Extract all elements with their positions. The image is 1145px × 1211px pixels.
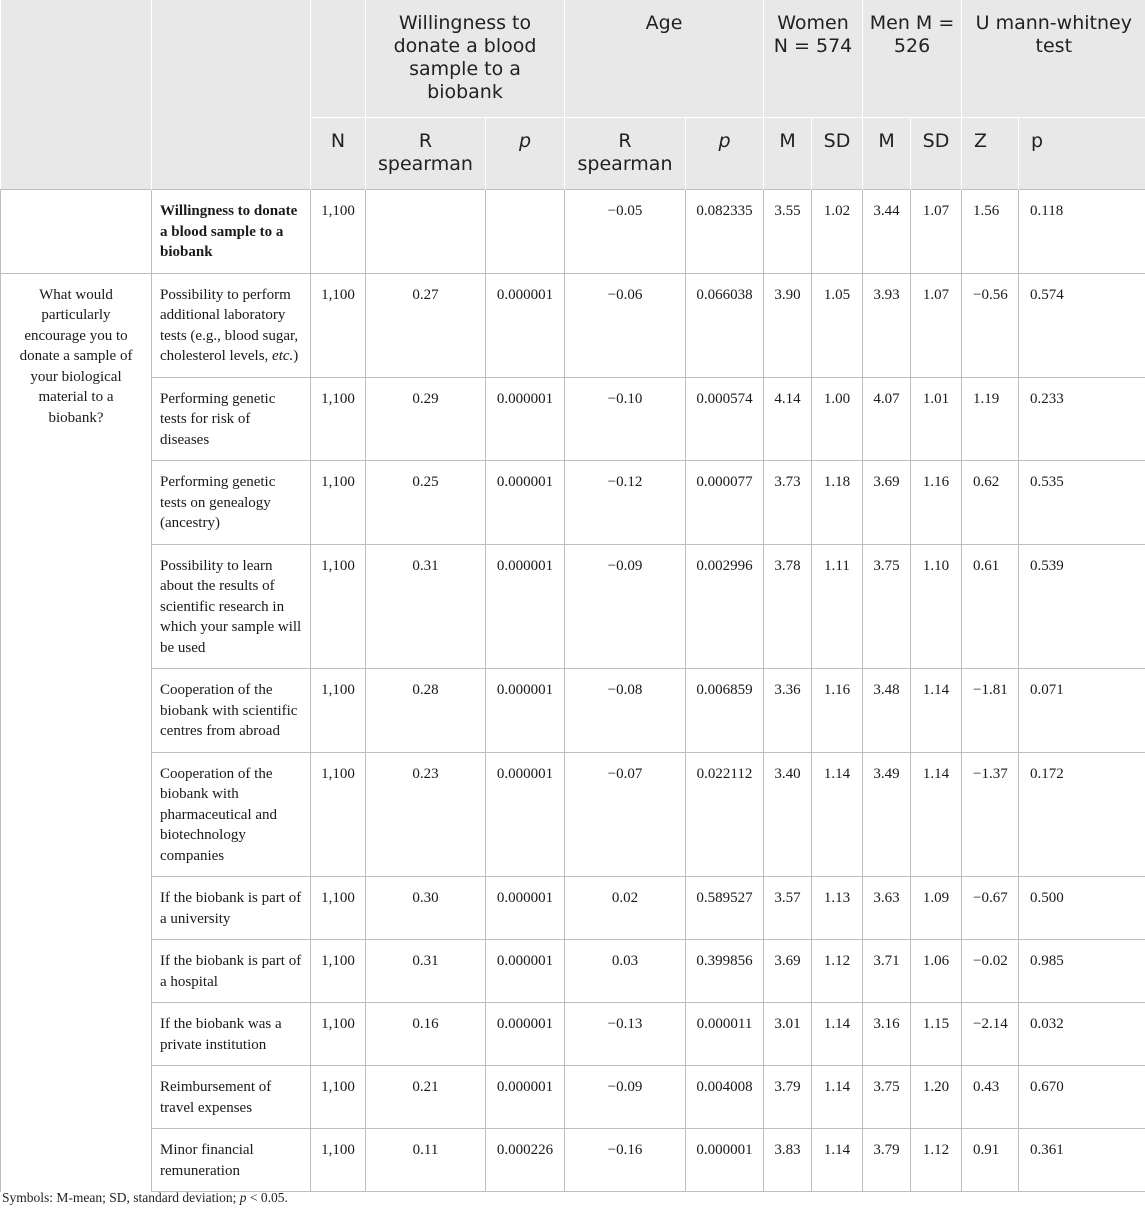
cell-sd-men: 1.15 — [911, 1003, 962, 1066]
cell-sd-women: 1.02 — [812, 190, 863, 274]
cell-p-willingness: 0.000001 — [486, 752, 565, 877]
cell-label-text: If the biobank was a private institution — [160, 1016, 282, 1053]
cell-z: −1.81 — [962, 669, 1019, 753]
cell-m-men: 3.75 — [863, 544, 911, 669]
header-blank-question — [1, 0, 152, 190]
cell-sd-women: 1.00 — [812, 377, 863, 461]
cell-p-utest: 0.172 — [1019, 752, 1145, 877]
cell-label-text: Cooperation of the biobank with scientific centres from abroad — [160, 682, 298, 739]
cell-r-willingness: 0.31 — [366, 544, 486, 669]
header-col-sd-men: SD — [911, 118, 962, 190]
table-row — [1, 1066, 1145, 1129]
cell-m-men: 3.44 — [863, 190, 911, 274]
cell-label — [152, 1003, 311, 1066]
cell-z: 0.62 — [962, 461, 1019, 545]
cell-p-willingness: 0.000001 — [486, 877, 565, 940]
cell-label-text: If the biobank is part of a university — [160, 890, 302, 927]
cell-n: 1,100 — [311, 669, 366, 753]
cell-r-willingness: 0.28 — [366, 669, 486, 753]
cell-p-utest: 0.361 — [1019, 1129, 1145, 1192]
cell-r-willingness: 0.25 — [366, 461, 486, 545]
cell-r-willingness: 0.31 — [366, 940, 486, 1003]
cell-sd-women: 1.16 — [812, 669, 863, 753]
cell-r-age: −0.08 — [565, 669, 686, 753]
cell-sd-women: 1.14 — [812, 1129, 863, 1192]
cell-n: 1,100 — [311, 461, 366, 545]
cell-sd-women: 1.14 — [812, 752, 863, 877]
cell-n: 1,100 — [311, 752, 366, 877]
header-row-groups — [1, 0, 1145, 118]
cell-z: −2.14 — [962, 1003, 1019, 1066]
cell-r-willingness: 0.27 — [366, 273, 486, 377]
cell-p-willingness: 0.000001 — [486, 940, 565, 1003]
header-group-women: Women N = 574 — [764, 0, 863, 118]
cell-label-text: Minor financial remuneration — [160, 1142, 254, 1179]
cell-m-men: 3.71 — [863, 940, 911, 1003]
cell-z: 1.19 — [962, 377, 1019, 461]
cell-label — [152, 752, 311, 877]
cell-label-text: Possibility to perform additional laboratory tests (e.g., blood sugar, cholesterol levels, — [160, 286, 299, 364]
cell-m-men: 3.93 — [863, 273, 911, 377]
header-col-m-men: M — [863, 118, 911, 190]
cell-m-women: 3.01 — [764, 1003, 812, 1066]
cell-p-age: 0.082335 — [686, 190, 764, 274]
cell-label — [152, 273, 311, 377]
cell-n: 1,100 — [311, 544, 366, 669]
cell-label — [152, 544, 311, 669]
cell-m-women: 3.36 — [764, 669, 812, 753]
footnote-text-before: Symbols: M-mean; SD, standard deviation; — [2, 1190, 240, 1205]
cell-p-willingness: 0.000001 — [486, 377, 565, 461]
cell-sd-men: 1.10 — [911, 544, 962, 669]
cell-m-women: 3.55 — [764, 190, 812, 274]
table-row-willingness — [1, 190, 1145, 274]
cell-sd-women: 1.14 — [812, 1066, 863, 1129]
cell-p-willingness: 0.000001 — [486, 1003, 565, 1066]
cell-r-willingness: 0.30 — [366, 877, 486, 940]
cell-p-age: 0.000574 — [686, 377, 764, 461]
cell-p-age: 0.006859 — [686, 669, 764, 753]
header-col-n: N — [311, 118, 366, 190]
cell-label-text: Cooperation of the biobank with pharmaceutical and biotechnology companies — [160, 765, 278, 864]
footnote-text-after: < 0.05. — [246, 1190, 288, 1205]
cell-m-women: 3.69 — [764, 940, 812, 1003]
header-col-r-age: R spearman — [565, 118, 686, 190]
cell-label — [152, 669, 311, 753]
cell-r-age: −0.09 — [565, 544, 686, 669]
cell-m-women: 3.57 — [764, 877, 812, 940]
cell-m-men: 3.16 — [863, 1003, 911, 1066]
table-row — [1, 1003, 1145, 1066]
cell-m-men: 3.69 — [863, 461, 911, 545]
cell-n: 1,100 — [311, 273, 366, 377]
cell-p-utest: 0.535 — [1019, 461, 1145, 545]
cell-z: 0.91 — [962, 1129, 1019, 1192]
header-col-p-age: p — [686, 118, 764, 190]
cell-sd-men: 1.01 — [911, 377, 962, 461]
cell-z: 1.56 — [962, 190, 1019, 274]
cell-n: 1,100 — [311, 190, 366, 274]
cell-p-age: 0.002996 — [686, 544, 764, 669]
cell-m-women: 3.90 — [764, 273, 812, 377]
cell-r-age: −0.05 — [565, 190, 686, 274]
cell-label-text: Reimbursement of travel expenses — [160, 1079, 272, 1116]
cell-m-men: 3.48 — [863, 669, 911, 753]
cell-r-age: −0.06 — [565, 273, 686, 377]
cell-p-utest: 0.985 — [1019, 940, 1145, 1003]
cell-p-age: 0.399856 — [686, 940, 764, 1003]
cell-sd-men: 1.12 — [911, 1129, 962, 1192]
cell-p-age: 0.000001 — [686, 1129, 764, 1192]
cell-n: 1,100 — [311, 1066, 366, 1129]
header-col-p-willingness: p — [486, 118, 565, 190]
cell-m-men: 4.07 — [863, 377, 911, 461]
cell-r-willingness — [366, 190, 486, 274]
header-col-sd-women: SD — [812, 118, 863, 190]
cell-r-age: 0.03 — [565, 940, 686, 1003]
cell-n: 1,100 — [311, 377, 366, 461]
cell-label: Willingness to donate a blood sample to a biobank — [152, 190, 311, 274]
cell-blank — [1, 190, 152, 274]
table-header — [1, 0, 1145, 190]
cell-r-age: −0.07 — [565, 752, 686, 877]
cell-p-age: 0.589527 — [686, 877, 764, 940]
cell-p-utest: 0.670 — [1019, 1066, 1145, 1129]
cell-sd-men: 1.07 — [911, 273, 962, 377]
cell-m-women: 3.79 — [764, 1066, 812, 1129]
cell-r-age: −0.13 — [565, 1003, 686, 1066]
cell-label-tail: ) — [293, 348, 299, 364]
cell-p-willingness: 0.000001 — [486, 273, 565, 377]
cell-n: 1,100 — [311, 877, 366, 940]
cell-m-women: 3.83 — [764, 1129, 812, 1192]
header-blank-n — [311, 0, 366, 118]
table-row — [1, 940, 1145, 1003]
cell-m-women: 3.73 — [764, 461, 812, 545]
cell-m-men: 3.49 — [863, 752, 911, 877]
cell-p-age: 0.000077 — [686, 461, 764, 545]
cell-p-willingness: 0.000001 — [486, 1066, 565, 1129]
cell-p-utest: 0.233 — [1019, 377, 1145, 461]
cell-sd-men: 1.14 — [911, 752, 962, 877]
cell-label — [152, 877, 311, 940]
header-group-age: Age — [565, 0, 764, 118]
header-group-men: Men M = 526 — [863, 0, 962, 118]
cell-n: 1,100 — [311, 1003, 366, 1066]
cell-r-age: −0.12 — [565, 461, 686, 545]
cell-p-utest: 0.118 — [1019, 190, 1145, 274]
cell-label — [152, 1066, 311, 1129]
table-row — [1, 461, 1145, 545]
header-blank-label — [152, 0, 311, 190]
cell-sd-men: 1.16 — [911, 461, 962, 545]
cell-label-text: If the biobank is part of a hospital — [160, 953, 302, 990]
cell-sd-men: 1.09 — [911, 877, 962, 940]
cell-p-utest: 0.032 — [1019, 1003, 1145, 1066]
cell-p-willingness: 0.000001 — [486, 544, 565, 669]
cell-p-age: 0.000011 — [686, 1003, 764, 1066]
cell-r-willingness: 0.21 — [366, 1066, 486, 1129]
cell-sd-men: 1.14 — [911, 669, 962, 753]
cell-r-willingness: 0.29 — [366, 377, 486, 461]
cell-sd-men: 1.20 — [911, 1066, 962, 1129]
cell-label — [152, 940, 311, 1003]
cell-label — [152, 377, 311, 461]
cell-r-age: −0.10 — [565, 377, 686, 461]
cell-p-utest: 0.574 — [1019, 273, 1145, 377]
header-col-m-women: M — [764, 118, 812, 190]
cell-z: 0.43 — [962, 1066, 1019, 1129]
cell-label-text: Performing genetic tests for risk of diseases — [160, 390, 276, 448]
table-row — [1, 877, 1145, 940]
cell-sd-men: 1.06 — [911, 940, 962, 1003]
cell-p-age: 0.004008 — [686, 1066, 764, 1129]
table-row — [1, 544, 1145, 669]
cell-p-utest: 0.071 — [1019, 669, 1145, 753]
table-body — [1, 190, 1145, 1192]
header-group-willingness: Willingness to donate a blood sample to a biobank — [366, 0, 565, 118]
cell-p-willingness: 0.000226 — [486, 1129, 565, 1192]
cell-m-men: 3.75 — [863, 1066, 911, 1129]
cell-label — [152, 1129, 311, 1192]
cell-sd-men: 1.07 — [911, 190, 962, 274]
cell-m-men: 3.79 — [863, 1129, 911, 1192]
question-cell: What would particularly encourage you to donate a sample of your biological material to a biobank? — [1, 273, 152, 1192]
cell-p-utest: 0.539 — [1019, 544, 1145, 669]
cell-r-age: 0.02 — [565, 877, 686, 940]
cell-m-women: 3.78 — [764, 544, 812, 669]
cell-n: 1,100 — [311, 940, 366, 1003]
table-footnote — [2, 1190, 288, 1206]
cell-label — [152, 461, 311, 545]
header-col-z: Z — [962, 118, 1019, 190]
cell-m-men: 3.63 — [863, 877, 911, 940]
cell-n: 1,100 — [311, 1129, 366, 1192]
cell-p-age: 0.022112 — [686, 752, 764, 877]
header-group-utest: U mann-whitney test — [962, 0, 1145, 118]
cell-label-italic: etc. — [272, 348, 294, 364]
cell-m-women: 3.40 — [764, 752, 812, 877]
cell-sd-women: 1.13 — [812, 877, 863, 940]
cell-label-text: Performing genetic tests on genealogy (ancestry) — [160, 474, 276, 531]
cell-sd-women: 1.18 — [812, 461, 863, 545]
table-row — [1, 669, 1145, 753]
table-row — [1, 752, 1145, 877]
cell-p-willingness: 0.000001 — [486, 669, 565, 753]
cell-r-age: −0.09 — [565, 1066, 686, 1129]
cell-z: −0.67 — [962, 877, 1019, 940]
cell-z: −0.02 — [962, 940, 1019, 1003]
header-col-r-willingness: R spearman — [366, 118, 486, 190]
cell-p-utest: 0.500 — [1019, 877, 1145, 940]
footnote-p-symbol: p — [239, 1190, 247, 1205]
cell-p-willingness — [486, 190, 565, 274]
cell-r-willingness: 0.16 — [366, 1003, 486, 1066]
cell-sd-women: 1.05 — [812, 273, 863, 377]
header-col-p-utest: p — [1019, 118, 1145, 190]
cell-p-age: 0.066038 — [686, 273, 764, 377]
cell-z: 0.61 — [962, 544, 1019, 669]
cell-r-age: −0.16 — [565, 1129, 686, 1192]
table-row — [1, 273, 1145, 377]
cell-z: −0.56 — [962, 273, 1019, 377]
cell-sd-women: 1.11 — [812, 544, 863, 669]
cell-m-women: 4.14 — [764, 377, 812, 461]
cell-sd-women: 1.14 — [812, 1003, 863, 1066]
cell-z: −1.37 — [962, 752, 1019, 877]
cell-p-willingness: 0.000001 — [486, 461, 565, 545]
cell-sd-women: 1.12 — [812, 940, 863, 1003]
table-row — [1, 1129, 1145, 1192]
cell-r-willingness: 0.11 — [366, 1129, 486, 1192]
cell-label-text: Possibility to learn about the results of scientific research in which your sample will be used — [160, 557, 302, 656]
cell-r-willingness: 0.23 — [366, 752, 486, 877]
table-row — [1, 377, 1145, 461]
